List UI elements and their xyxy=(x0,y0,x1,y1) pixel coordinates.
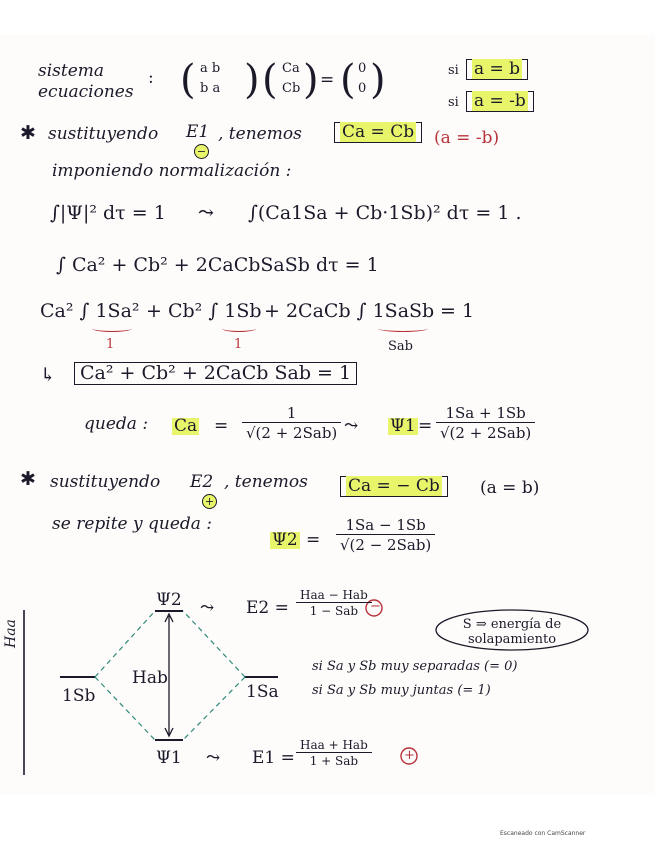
result1-equals: = xyxy=(214,416,229,436)
norm-line3-d: = 1 xyxy=(440,300,475,322)
e1-denominator: 1 + Sab xyxy=(296,752,372,768)
underbrace-value-3: Sab xyxy=(388,339,413,354)
plus-sign-circle: + xyxy=(202,494,217,509)
ca-denominator: √(2 + 2Sab) xyxy=(242,422,341,442)
norm-line3-b: + Cb² ∫ 1Sb xyxy=(146,300,262,322)
e2-denominator: 1 − Sab xyxy=(296,602,372,618)
section2-tenemos: , tenemos xyxy=(224,472,308,492)
result1-arrow: ⤳ xyxy=(344,416,359,436)
note-together: si Sa y Sb muy juntas (= 1) xyxy=(312,683,491,698)
minus-sign-circle: − xyxy=(194,144,209,159)
zero-row1: 0 xyxy=(358,61,367,76)
section1-text: sustituyendo xyxy=(48,124,159,144)
norm-line2: ∫ Ca² + Cb² + 2CaCbSaSb dτ = 1 xyxy=(56,254,379,276)
case2-si: si xyxy=(448,95,459,110)
psi1-equals: = xyxy=(418,416,433,436)
case1-condition: a = b xyxy=(466,59,528,80)
e2-arrow: ⤳ xyxy=(200,598,215,618)
overlap-bubble-text: S ⇒ energía de solapamiento xyxy=(462,617,562,647)
1sb-label: 1Sb xyxy=(62,686,96,706)
zero-paren-right: ) xyxy=(370,57,386,103)
ca-symbol: Ca xyxy=(174,416,198,436)
vector-row1: Ca xyxy=(282,61,300,76)
normalization-boxed-result: Ca² + Cb² + 2CaCb Sab = 1 xyxy=(74,362,357,385)
vector-paren-left: ( xyxy=(262,57,278,103)
psi1-label: Ψ1 xyxy=(156,748,182,768)
case2-condition: a = -b xyxy=(466,91,534,112)
zero-row2: 0 xyxy=(358,81,367,96)
section2-boxed-result: Ca = − Cb xyxy=(340,476,448,497)
psi2-label: Ψ2 xyxy=(156,590,182,610)
psi2-numerator: 1Sa − 1Sb xyxy=(345,516,426,534)
psi2-denominator: √(2 − 2Sab) xyxy=(336,534,435,554)
normalization-title: imponiendo normalización : xyxy=(52,161,292,181)
psi2-symbol: Ψ2 xyxy=(272,530,298,550)
haa-axis-label: Haa xyxy=(3,619,19,648)
e2-label: E2 = xyxy=(246,598,289,618)
psi1-denominator: √(2 + 2Sab) xyxy=(436,422,535,442)
underbrace-value-2: 1 xyxy=(234,337,243,352)
result-arrow: ↳ xyxy=(40,364,56,386)
psi2-equals: = xyxy=(306,530,321,550)
norm-line3-c: + 2CaCb ∫ 1SaSb xyxy=(264,300,435,322)
norm-line3-a: Ca² ∫ 1Sa² xyxy=(40,300,140,322)
bullet-star-2: ✱ xyxy=(20,468,36,490)
section2-energy: E2 xyxy=(190,472,214,492)
matrix-row2: b a xyxy=(200,81,221,96)
dash-1sa-psi1 xyxy=(183,677,245,740)
dash-1sa-psi2 xyxy=(183,611,245,677)
psi1-symbol: Ψ1 xyxy=(390,416,416,436)
ca-numerator: 1 xyxy=(286,404,297,422)
bullet-star-1: ✱ xyxy=(20,122,36,144)
section2-condition: (a = b) xyxy=(480,478,540,498)
1sa-label: 1Sa xyxy=(246,682,279,702)
matrix-paren-right: ) xyxy=(244,57,260,103)
system-equals: = xyxy=(320,70,335,90)
scanner-watermark: Escaneado con CamScanner xyxy=(500,830,586,837)
vector-paren-right: ) xyxy=(303,57,319,103)
e2-numerator: Haa − Hab xyxy=(300,588,368,602)
system-label: sistema xyxy=(38,61,105,81)
section1-tenemos: , tenemos xyxy=(218,124,302,144)
e1-arrow: ⤳ xyxy=(206,748,221,768)
equations-label: ecuaciones xyxy=(38,82,134,102)
underbrace-value-1: 1 xyxy=(106,337,115,352)
section1-condition: (a = -b) xyxy=(434,128,500,148)
e1-fraction xyxy=(296,738,372,768)
e1-label: E1 = xyxy=(252,748,295,768)
e2-sign: − xyxy=(370,599,381,614)
queda-label: queda : xyxy=(84,414,149,434)
matrix-paren-left: ( xyxy=(180,57,196,103)
hab-label: Hab xyxy=(132,668,168,688)
matrix-row1: a b xyxy=(200,61,221,76)
zero-paren-left: ( xyxy=(340,57,356,103)
case1-si: si xyxy=(448,63,459,78)
norm-line1-right: ∫(Ca1Sa + Cb·1Sb)² dτ = 1 . xyxy=(248,202,522,224)
section1-energy: E1 xyxy=(186,122,210,142)
section1-boxed-result: Ca = Cb xyxy=(334,122,422,143)
repite-label: se repite y queda : xyxy=(52,514,213,534)
e1-sign: + xyxy=(404,748,415,763)
norm-line1-left: ∫|Ψ|² dτ = 1 xyxy=(50,202,166,224)
colon: : xyxy=(148,68,154,88)
note-separated: si Sa y Sb muy separadas (= 0) xyxy=(312,659,518,674)
e2-fraction xyxy=(296,588,372,618)
e1-numerator: Haa + Hab xyxy=(300,738,368,752)
section2-text: sustituyendo xyxy=(50,472,161,492)
vector-row2: Cb xyxy=(282,81,301,96)
psi1-numerator: 1Sa + 1Sb xyxy=(445,404,526,422)
norm-line1-arrow: ⤳ xyxy=(198,202,214,224)
